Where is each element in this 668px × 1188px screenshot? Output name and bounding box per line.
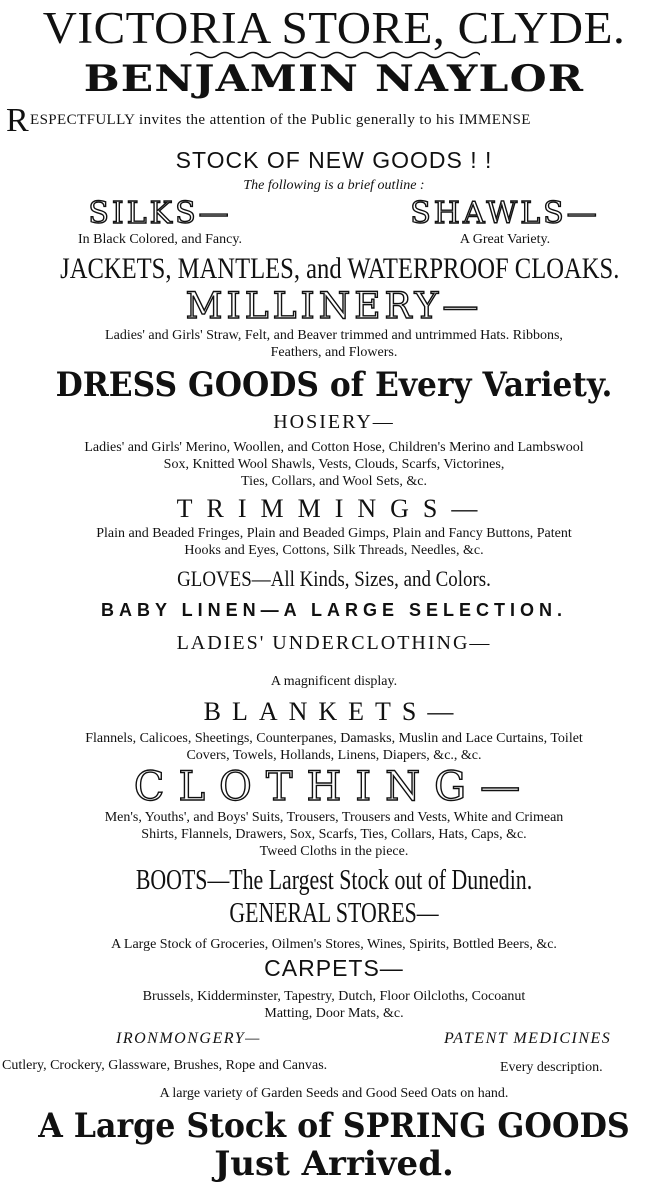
stock-heading: STOCK OF NEW GOODS ! !	[175, 147, 493, 173]
general-stores-heading: GENERAL STORES—	[229, 898, 439, 929]
merchant-name: BENJAMIN NAYLOR	[83, 58, 585, 100]
boots-heading: BOOTS—The Largest Stock out of Dunedin.	[135, 865, 533, 896]
millinery-line-2: Feathers, and Flowers.	[270, 345, 398, 360]
outline-note: The following is a brief outline :	[243, 178, 425, 193]
clothing-line-2: Shirts, Flannels, Drawers, Sox, Scarfs, Ties, Collars, Hats, Caps, &c.	[141, 827, 527, 842]
patent-medicines-heading: PATENT MEDICINES	[444, 1030, 612, 1047]
dress-goods-heading: DRESS GOODS of Every Variety.	[55, 365, 613, 405]
hosiery-line-3: Ties, Collars, and Wool Sets, &c.	[241, 474, 427, 489]
clothing-heading: CLOTHING—	[133, 764, 535, 810]
general-stores-line-1: A Large Stock of Groceries, Oilmen's Stores, Wines, Spirits, Bottled Beers, &c.	[111, 937, 557, 952]
shawls-heading: SHAWLS—	[410, 196, 600, 231]
shawls-detail: A Great Variety.	[459, 232, 551, 247]
millinery-heading: MILLINERY—	[185, 286, 483, 327]
blankets-line-1: Flannels, Calicoes, Sheetings, Counterpanes, Damasks, Muslin and Lace Curtains, Toilet	[85, 731, 583, 746]
intro-text: ESPECTFULLY invites the attention of the Public generally to his IMMENSE	[30, 112, 531, 128]
hosiery-heading: HOSIERY—	[273, 411, 395, 433]
silks-heading: SILKS—	[88, 196, 232, 231]
blankets-heading: BLANKETS—	[203, 697, 465, 726]
hosiery-line-2: Sox, Knitted Wool Shawls, Vests, Clouds, Scarfs, Victorines,	[163, 457, 505, 472]
intro-dropcap: R	[6, 102, 29, 139]
seeds-line: A large variety of Garden Seeds and Good Seed Oats on hand.	[159, 1086, 509, 1101]
jackets-heading: JACKETS, MANTLES, and WATERPROOF CLOAKS.	[60, 252, 620, 285]
gloves-heading: GLOVES—All Kinds, Sizes, and Colors.	[177, 566, 491, 591]
patent-medicines-detail: Every description.	[500, 1060, 603, 1075]
spring-goods-line: A Large Stock of SPRING GOODS	[38, 1106, 630, 1146]
trimmings-heading: TRIMMINGS—	[176, 494, 492, 523]
ladies-underclothing-heading: LADIES' UNDERCLOTHING—	[176, 632, 492, 654]
store-title: VICTORIA STORE, CLYDE.	[42, 3, 626, 53]
blankets-line-2: Covers, Towels, Hollands, Linens, Diapers, &c., &c.	[186, 748, 482, 763]
clothing-line-3: Tweed Cloths in the piece.	[259, 844, 409, 859]
just-arrived-line: Just Arrived.	[214, 1144, 454, 1184]
ladies-underclothing-detail: A magnificent display.	[270, 674, 398, 689]
ironmongery-heading: IRONMONGERY—	[116, 1030, 261, 1047]
carpets-heading: CARPETS—	[264, 955, 404, 981]
baby-linen-heading: BABY LINEN—A LARGE SELECTION.	[100, 600, 568, 620]
clothing-line-1: Men's, Youths', and Boys' Suits, Trousers, Trousers and Vests, White and Crimean	[104, 810, 564, 825]
silks-detail: In Black Colored, and Fancy.	[78, 232, 242, 247]
trimmings-line-1: Plain and Beaded Fringes, Plain and Beaded Gimps, Plain and Fancy Buttons, Patent	[96, 526, 572, 541]
hosiery-line-1: Ladies' and Girls' Merino, Woollen, and Cotton Hose, Children's Merino and Lambswool	[84, 440, 584, 455]
millinery-line-1: Ladies' and Girls' Straw, Felt, and Beaver trimmed and untrimmed Hats. Ribbons,	[105, 328, 563, 343]
carpets-line-2: Matting, Door Mats, &c.	[264, 1006, 404, 1021]
carpets-line-1: Brussels, Kidderminster, Tapestry, Dutch, Floor Oilcloths, Cocoanut	[142, 989, 526, 1004]
trimmings-line-2: Hooks and Eyes, Cottons, Silk Threads, Needles, &c.	[184, 543, 484, 558]
ironmongery-detail: Cutlery, Crockery, Glassware, Brushes, Rope and Canvas.	[2, 1058, 328, 1073]
